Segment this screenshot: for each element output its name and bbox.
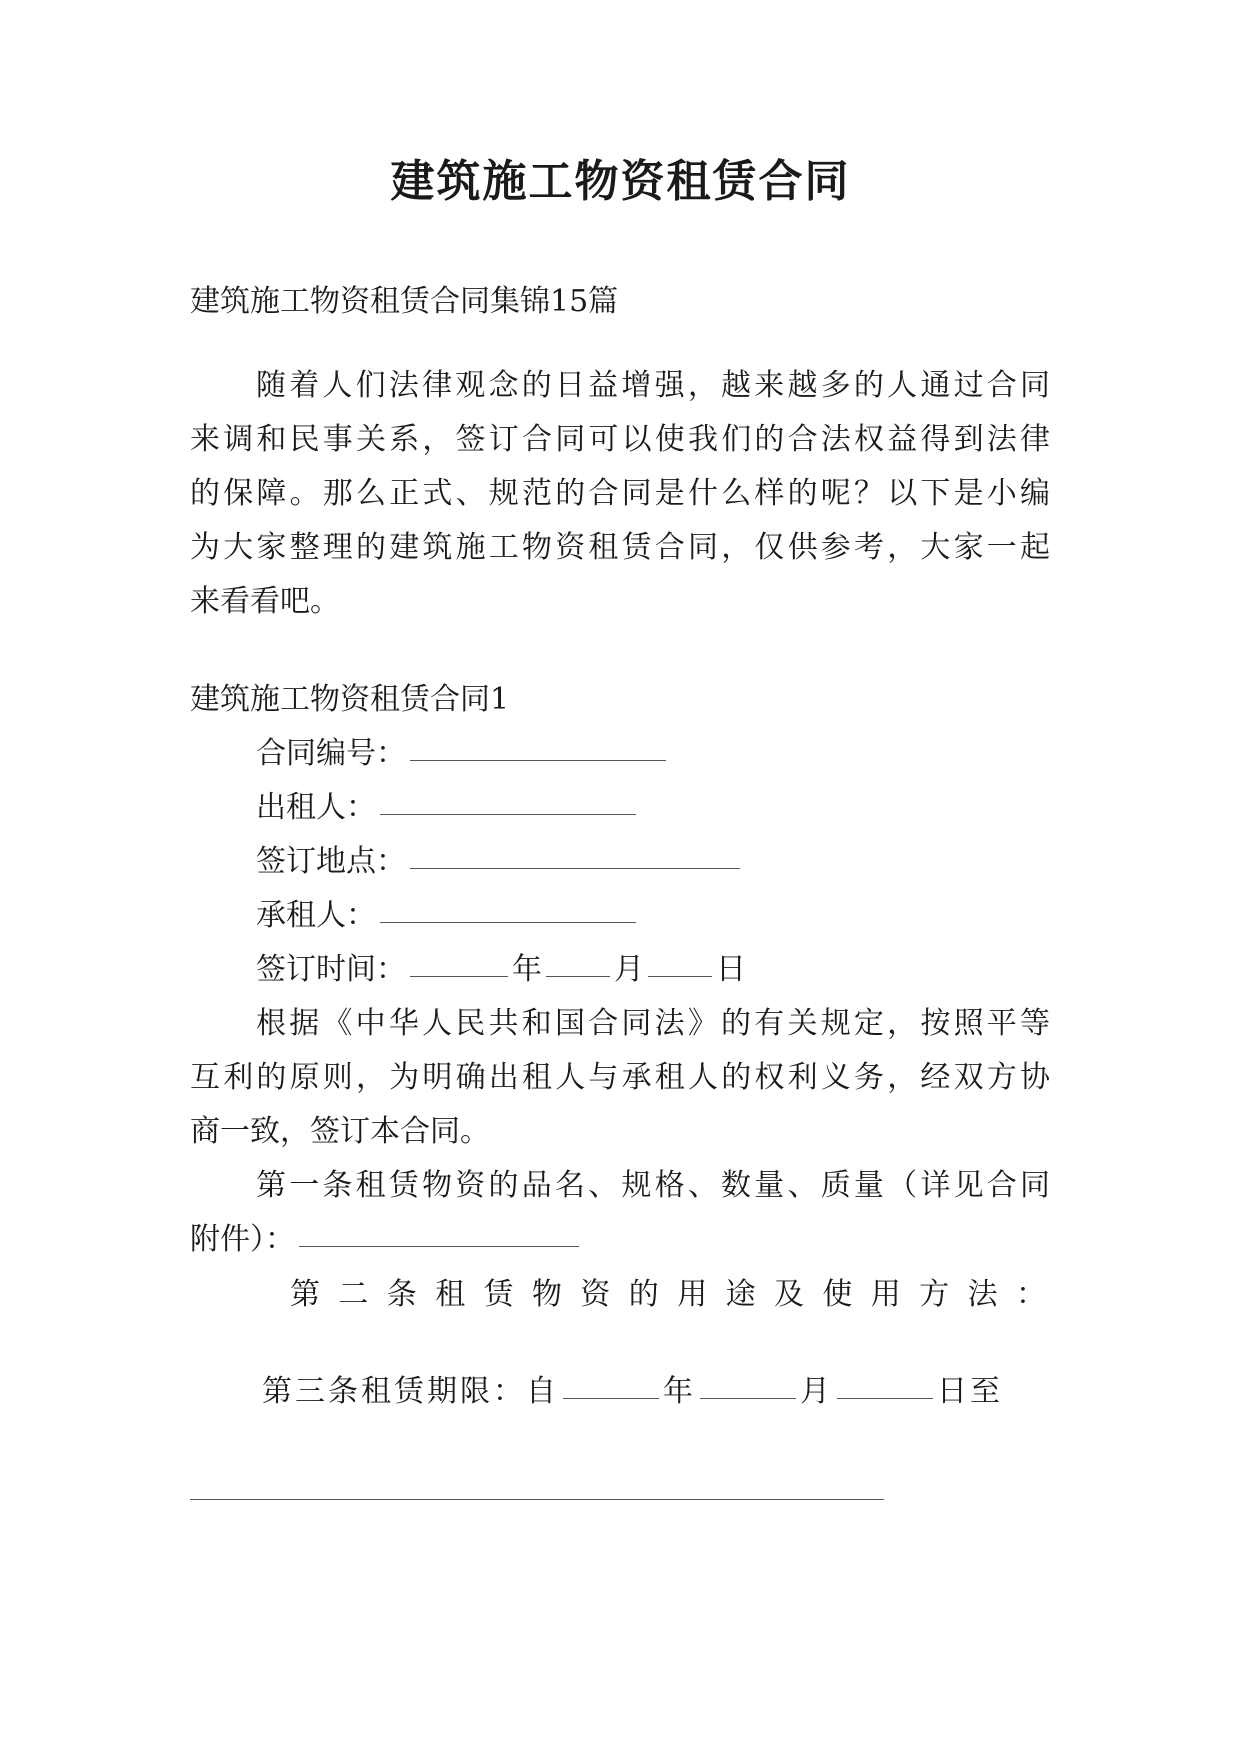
month-label: 月 [614, 952, 644, 987]
day-label: 日 [716, 952, 746, 987]
year-blank [410, 976, 508, 977]
article1-line-2 [190, 1220, 1050, 1260]
field-lessor [256, 788, 1050, 828]
field-contract-no-label: 合同编号： [256, 736, 406, 771]
document-title: 建筑施工物资租赁合同 [390, 156, 851, 207]
intro-line-4: 为大家整理的建筑施工物资租赁合同，仅供参考，大家一起 [190, 530, 1050, 565]
article3-year-blank [563, 1398, 659, 1399]
basis-line-1: 根据《中华人民共和国合同法》的有关规定，按照平等 [256, 1006, 1050, 1041]
field-sign-time [256, 950, 1050, 990]
field-place-label: 签订地点： [256, 844, 406, 879]
field-contract-no [256, 734, 1050, 774]
field-place-blank [410, 868, 740, 869]
document-subtitle: 建筑施工物资租赁合同集锦15篇 [190, 284, 619, 319]
article3 [262, 1372, 1056, 1412]
basis-line-2: 互利的原则，为明确出租人与承租人的权利义务，经双方协 [190, 1060, 1050, 1095]
article1-blank [299, 1246, 579, 1247]
basis-line-3: 商一致，签订本合同。 [190, 1114, 490, 1149]
article3-year: 年 [663, 1374, 696, 1409]
day-blank [648, 976, 712, 977]
field-lessee-blank [380, 922, 636, 923]
field-lessor-label: 出租人： [256, 790, 376, 825]
intro-line-3: 的保障。那么正式、规范的合同是什么样的呢？以下是小编 [190, 476, 1050, 511]
year-label: 年 [512, 952, 542, 987]
intro-line-2: 来调和民事关系，签订合同可以使我们的合法权益得到法律 [190, 422, 1050, 457]
article1-label: 附件）： [190, 1222, 295, 1257]
article1-line-1: 第一条租赁物资的品名、规格、数量、质量（详见合同 [256, 1168, 1050, 1203]
article3-label: 第三条租赁期限：自 [262, 1374, 559, 1409]
field-place [256, 842, 1050, 882]
intro-line-1: 随着人们法律观念的日益增强，越来越多的人通过合同 [256, 368, 1050, 403]
article3-month: 月 [800, 1374, 833, 1409]
field-sign-time-label: 签订时间： [256, 952, 406, 987]
field-contract-no-blank [410, 760, 666, 761]
field-lessee [256, 896, 1050, 936]
article2-blank [190, 1499, 884, 1500]
article2: 第二条租赁物资的用途及使用方法： [290, 1277, 1050, 1312]
field-lessee-label: 承租人： [256, 898, 376, 933]
article3-day-blank [837, 1398, 933, 1399]
field-lessor-blank [380, 814, 636, 815]
section-title: 建筑施工物资租赁合同1 [190, 682, 510, 717]
intro-line-5: 来看看吧。 [190, 584, 340, 619]
article3-day-to: 日至 [937, 1374, 1003, 1409]
article3-month-blank [700, 1398, 796, 1399]
month-blank [546, 976, 610, 977]
